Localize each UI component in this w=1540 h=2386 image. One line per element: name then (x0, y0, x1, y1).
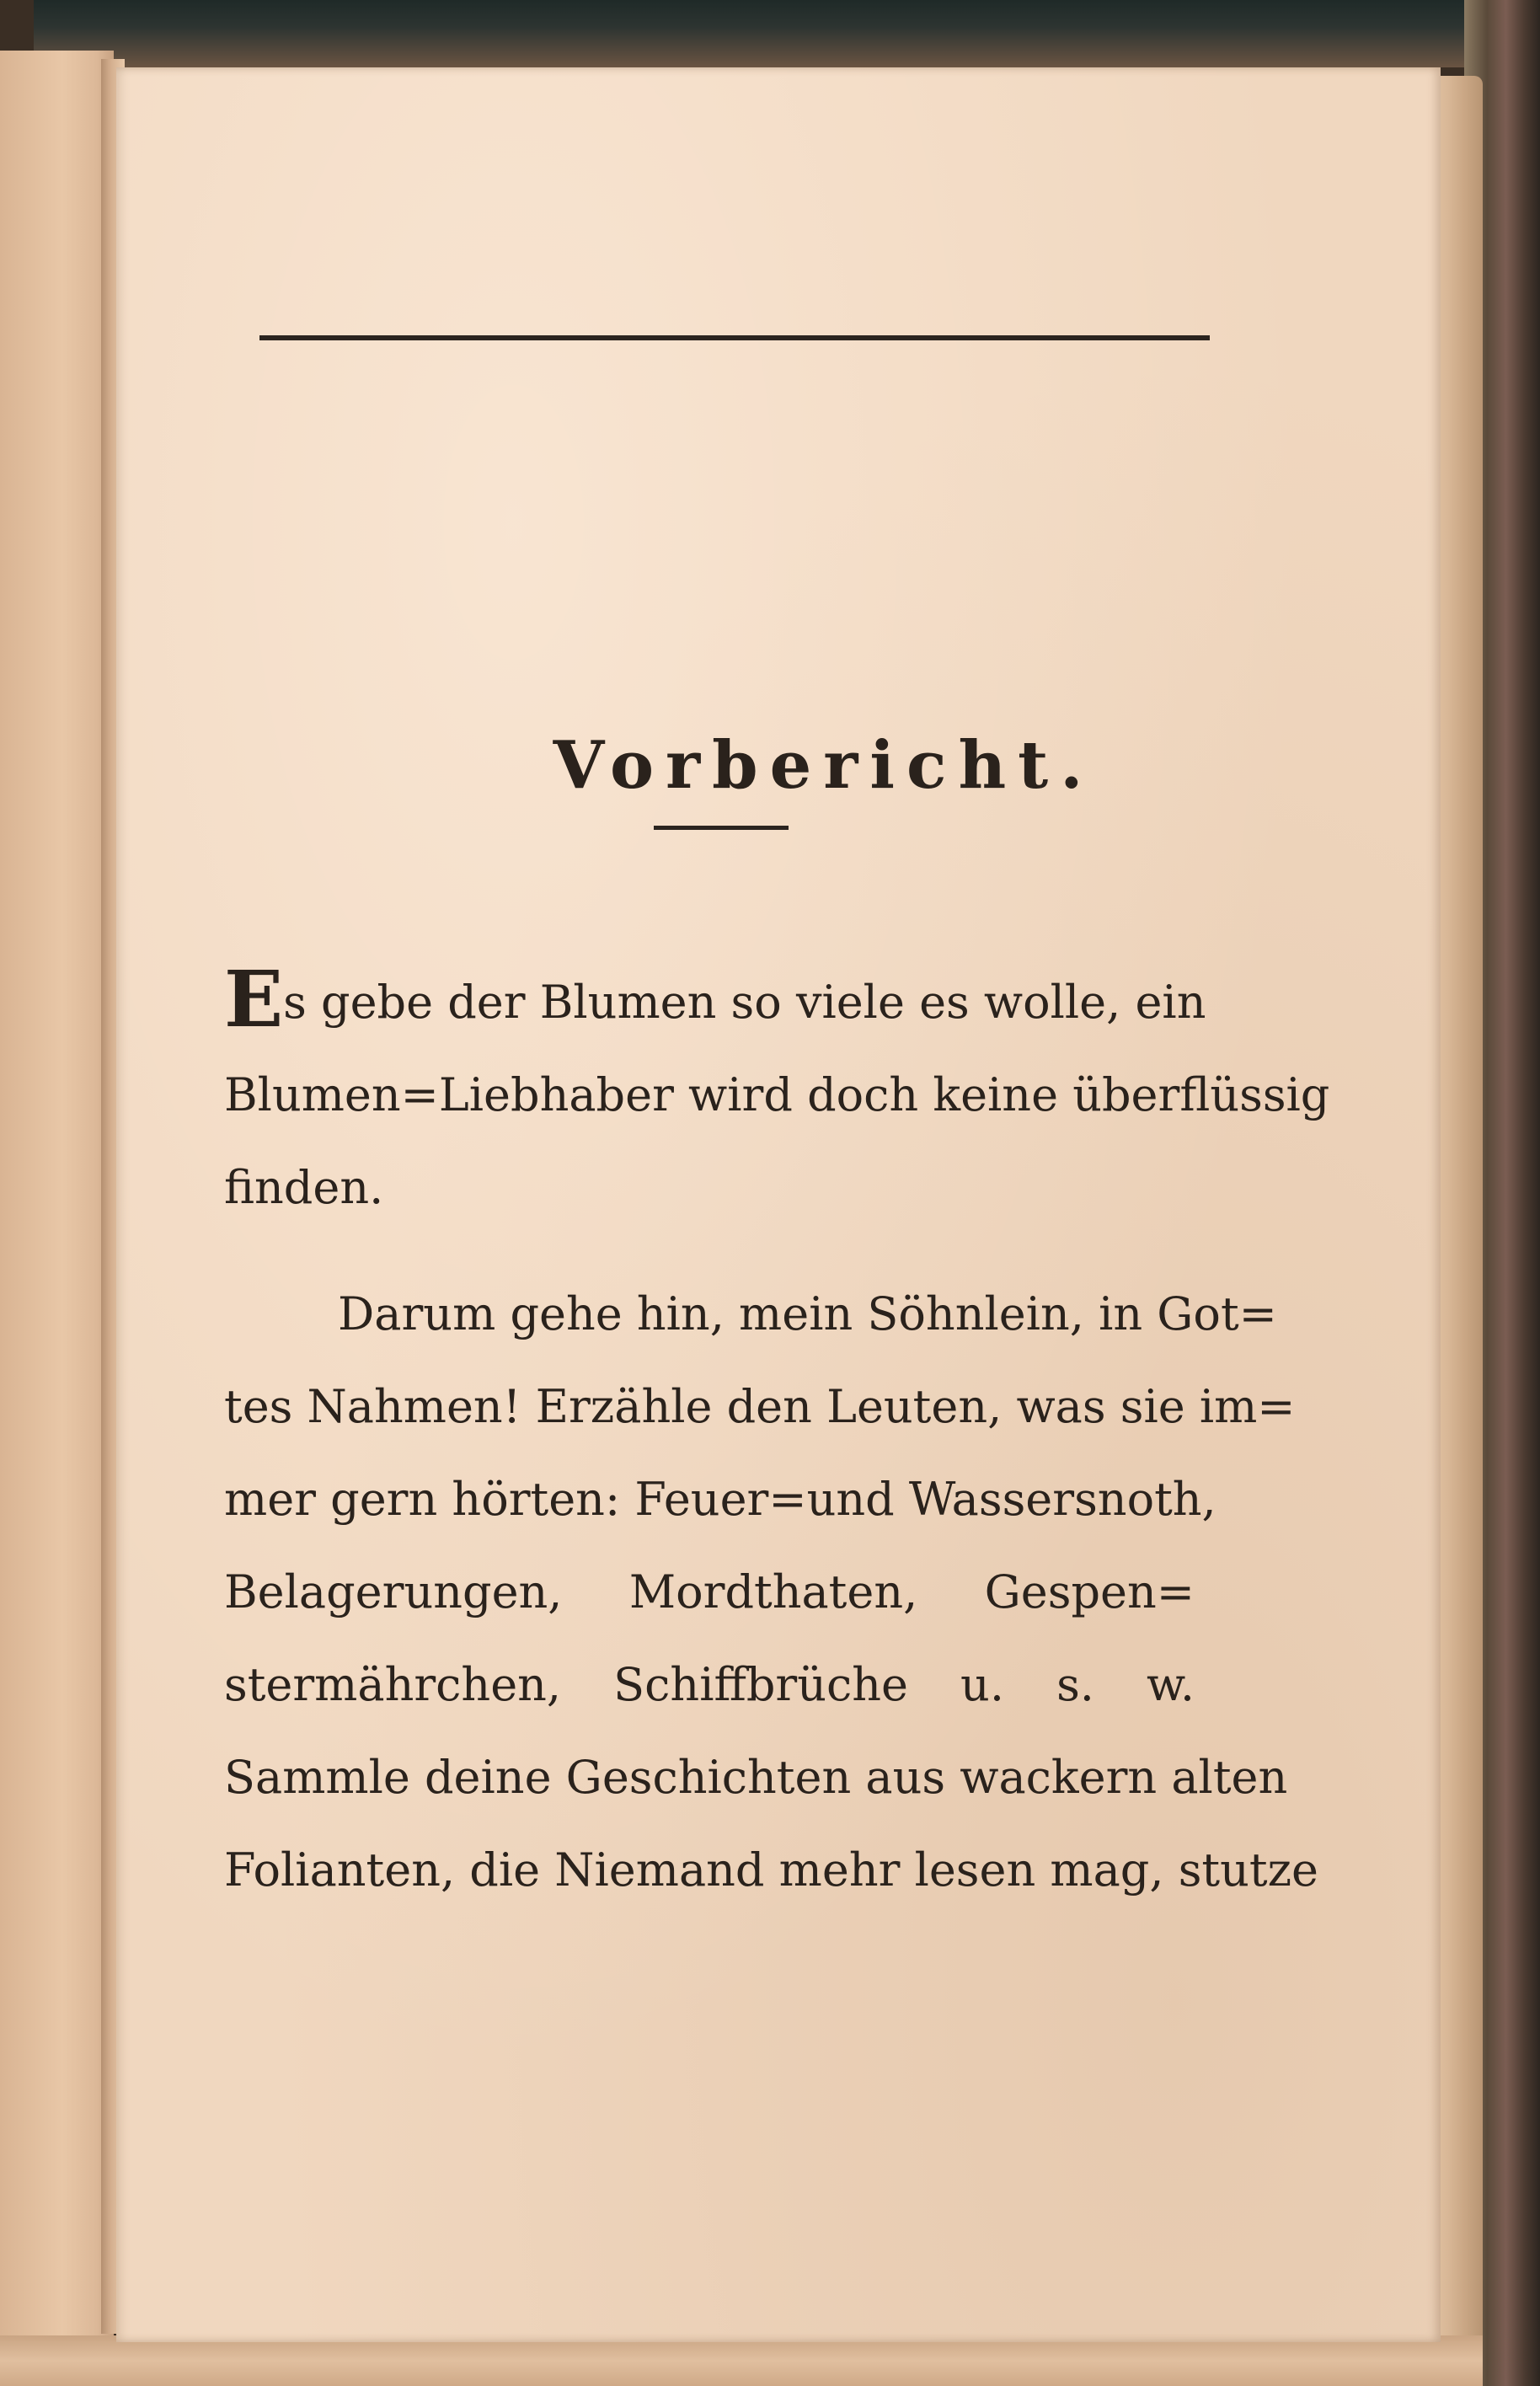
text-line: Belagerungen, Mordthaten, Gespen= (224, 1565, 1195, 1618)
text-line: Sammle deine Geschichten aus wackern alten (224, 1751, 1288, 1804)
drop-cap: E (224, 954, 284, 1045)
text-line: Darum gehe hin, mein Söhnlein, in Got= (338, 1287, 1277, 1340)
book-binding-top (34, 0, 1508, 67)
text-line (224, 954, 1206, 1049)
title-rule (654, 826, 789, 830)
facing-page (0, 51, 114, 2386)
text-line: tes Nahmen! Erzähle den Leuten, was sie im= (224, 1380, 1296, 1433)
page-title: Vorbericht. (553, 727, 1095, 804)
body-text (224, 954, 1330, 1917)
text-line: stermährchen, Schiffbrüche u. s. w. (224, 1658, 1195, 1711)
text-line: Folianten, die Niemand mehr lesen mag, stutze (224, 1843, 1319, 1896)
text-line: Blumen=Liebhaber wird doch keine überflüssig (224, 1068, 1330, 1121)
text-line: finden. (224, 1161, 384, 1214)
text-line-content: s gebe der Blumen so viele es wolle, ein (283, 976, 1206, 1029)
book-page (116, 67, 1441, 2342)
book-bottom-edge (0, 2335, 1483, 2386)
header-rule (259, 335, 1210, 340)
text-line: mer gern hörten: Feuer=und Wassersnoth, (224, 1473, 1216, 1526)
